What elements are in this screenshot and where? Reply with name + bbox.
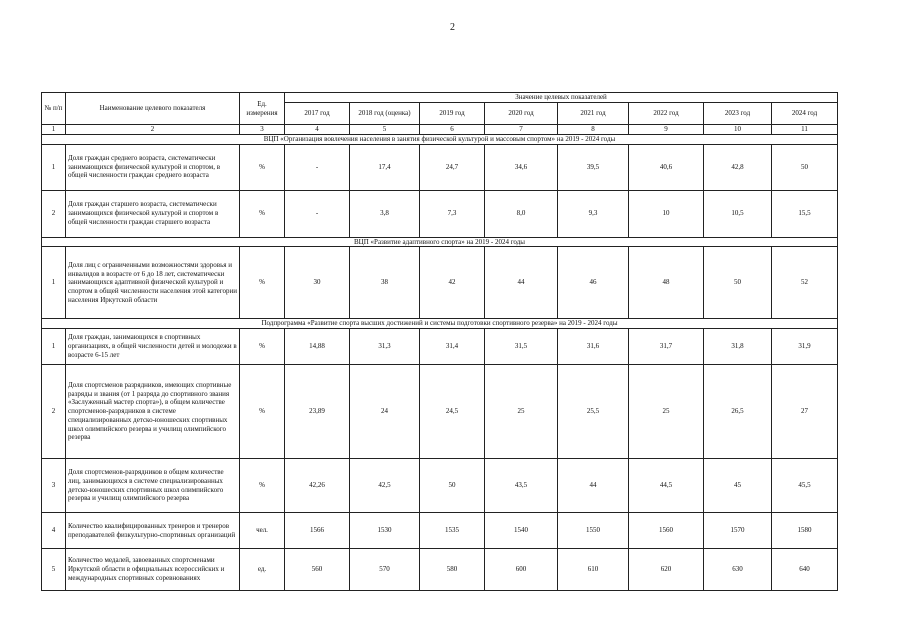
value-cell: 31,8 <box>704 329 772 365</box>
column-number: 10 <box>704 125 772 135</box>
row-number: 1 <box>42 329 66 365</box>
value-cell: 48 <box>629 247 704 319</box>
value-cell: - <box>285 144 350 190</box>
section-row <box>42 319 838 329</box>
row-number: 2 <box>42 190 66 237</box>
value-cell: 46 <box>558 247 629 319</box>
unit-cell: % <box>240 459 285 513</box>
value-cell: 45 <box>704 459 772 513</box>
column-number: 9 <box>629 125 704 135</box>
table-row <box>42 329 838 365</box>
header-year: 2021 год <box>558 103 629 125</box>
column-number: 5 <box>350 125 420 135</box>
indicator-name: Доля лиц с ограниченными возможностями здоровья и инвалидов в возрасте от 6 до 18 лет, систематически занимающихся адаптивной физической культурой и спортом в общей численности населения этой категории населения Иркутской области <box>66 247 240 319</box>
table-row <box>42 190 838 237</box>
value-cell: 30 <box>285 247 350 319</box>
value-cell: 570 <box>350 549 420 591</box>
value-cell: 560 <box>285 549 350 591</box>
value-cell: 1530 <box>350 513 420 549</box>
value-cell: 38 <box>350 247 420 319</box>
value-cell: 25 <box>629 365 704 459</box>
value-cell: 620 <box>629 549 704 591</box>
header-year: 2017 год <box>285 103 350 125</box>
section-title: Подпрограмма «Развитие спорта высших достижений и системы подготовки спортивного резерва» на 2019 - 2024 годы <box>42 319 838 329</box>
value-cell: 640 <box>772 549 838 591</box>
value-cell: 600 <box>485 549 558 591</box>
value-cell: 39,5 <box>558 144 629 190</box>
value-cell: 3,8 <box>350 190 420 237</box>
value-cell: 40,6 <box>629 144 704 190</box>
section-row <box>42 134 838 144</box>
value-cell: 1566 <box>285 513 350 549</box>
unit-cell: % <box>240 190 285 237</box>
value-cell: 1580 <box>772 513 838 549</box>
value-cell: 44,5 <box>629 459 704 513</box>
header-group: Значение целевых показателей <box>285 93 838 103</box>
header-year: 2018 год (оценка) <box>350 103 420 125</box>
value-cell: - <box>285 190 350 237</box>
value-cell: 44 <box>558 459 629 513</box>
header-col-name: Наименование целевого показателя <box>66 93 240 125</box>
value-cell: 50 <box>772 144 838 190</box>
indicator-name: Доля спортсменов-разрядников в общем количестве лиц, занимающихся в системе специализированных детско-юношеских спортивных школ олимпийского резерва и училищ олимпийского резерва <box>66 459 240 513</box>
column-number: 7 <box>485 125 558 135</box>
row-number: 5 <box>42 549 66 591</box>
value-cell: 10,5 <box>704 190 772 237</box>
value-cell: 14,88 <box>285 329 350 365</box>
value-cell: 1535 <box>420 513 485 549</box>
value-cell: 45,5 <box>772 459 838 513</box>
row-number: 1 <box>42 144 66 190</box>
row-number: 4 <box>42 513 66 549</box>
value-cell: 31,9 <box>772 329 838 365</box>
value-cell: 25,5 <box>558 365 629 459</box>
header-year: 2023 год <box>704 103 772 125</box>
value-cell: 42,26 <box>285 459 350 513</box>
value-cell: 31,3 <box>350 329 420 365</box>
indicator-name: Доля граждан, занимающихся в спортивных организациях, в общей численности детей и молодежи в возрасте 6-15 лет <box>66 329 240 365</box>
column-number: 2 <box>66 125 240 135</box>
value-cell: 630 <box>704 549 772 591</box>
table-row <box>42 513 838 549</box>
table-row <box>42 549 838 591</box>
column-number: 8 <box>558 125 629 135</box>
value-cell: 31,7 <box>629 329 704 365</box>
page-number: 2 <box>450 22 455 33</box>
value-cell: 24,7 <box>420 144 485 190</box>
table-row <box>42 459 838 513</box>
header-year: 2020 год <box>485 103 558 125</box>
header-col-no: № п/п <box>42 93 66 125</box>
value-cell: 42 <box>420 247 485 319</box>
value-cell: 42,8 <box>704 144 772 190</box>
row-number: 2 <box>42 365 66 459</box>
value-cell: 27 <box>772 365 838 459</box>
value-cell: 1560 <box>629 513 704 549</box>
value-cell: 10 <box>629 190 704 237</box>
value-cell: 26,5 <box>704 365 772 459</box>
header-year: 2019 год <box>420 103 485 125</box>
unit-cell: % <box>240 247 285 319</box>
column-number: 11 <box>772 125 838 135</box>
column-number: 6 <box>420 125 485 135</box>
value-cell: 25 <box>485 365 558 459</box>
section-row <box>42 237 838 247</box>
value-cell: 1540 <box>485 513 558 549</box>
value-cell: 23,89 <box>285 365 350 459</box>
value-cell: 31,6 <box>558 329 629 365</box>
value-cell: 42,5 <box>350 459 420 513</box>
value-cell: 43,5 <box>485 459 558 513</box>
unit-cell: % <box>240 144 285 190</box>
row-number: 3 <box>42 459 66 513</box>
indicator-name: Доля граждан старшего возраста, систематически занимающихся физической культурой и спортом в общей численности граждан старшего возраста <box>66 190 240 237</box>
column-number: 3 <box>240 125 285 135</box>
value-cell: 50 <box>420 459 485 513</box>
unit-cell: % <box>240 329 285 365</box>
column-number: 4 <box>285 125 350 135</box>
value-cell: 9,3 <box>558 190 629 237</box>
unit-cell: ед. <box>240 549 285 591</box>
indicator-name: Количество квалифицированных тренеров и тренеров преподавателей физкультурно-спортивных организаций <box>66 513 240 549</box>
value-cell: 17,4 <box>350 144 420 190</box>
value-cell: 31,5 <box>485 329 558 365</box>
value-cell: 44 <box>485 247 558 319</box>
value-cell: 24 <box>350 365 420 459</box>
value-cell: 7,3 <box>420 190 485 237</box>
section-title: ВЦП «Развитие адаптивного спорта» на 2019 - 2024 годы <box>42 237 838 247</box>
section-title: ВЦП «Организация вовлечения населения в занятия физической культурой и массовым спортом» на 2019 - 2024 годы <box>42 134 838 144</box>
value-cell: 15,5 <box>772 190 838 237</box>
table-row <box>42 144 838 190</box>
value-cell: 24,5 <box>420 365 485 459</box>
header-year: 2024 год <box>772 103 838 125</box>
row-number: 1 <box>42 247 66 319</box>
header-year: 2022 год <box>629 103 704 125</box>
value-cell: 580 <box>420 549 485 591</box>
value-cell: 610 <box>558 549 629 591</box>
indicator-name: Количество медалей, завоеванных спортсменами Иркутской области в официальных всероссийских и международных спортивных соревнованиях <box>66 549 240 591</box>
table-row <box>42 365 838 459</box>
value-cell: 8,0 <box>485 190 558 237</box>
indicator-name: Доля граждан среднего возраста, систематически занимающихся физической культурой и спортом, в общей численности граждан среднего возраста <box>66 144 240 190</box>
indicator-name: Доля спортсменов разрядников, имеющих спортивные разряды и звания (от 1 разряда до спортивного звания «Заслуженный мастер спорта»), в общем количестве спортсменов-разрядников в системе специализированных детско-юношеских спортивных школ олимпийского резерва и училищ олимпийского резерва <box>66 365 240 459</box>
value-cell: 52 <box>772 247 838 319</box>
value-cell: 50 <box>704 247 772 319</box>
value-cell: 1550 <box>558 513 629 549</box>
column-number: 1 <box>42 125 66 135</box>
value-cell: 1570 <box>704 513 772 549</box>
target-indicators-table <box>41 92 838 591</box>
unit-cell: % <box>240 365 285 459</box>
value-cell: 31,4 <box>420 329 485 365</box>
unit-cell: чел. <box>240 513 285 549</box>
table-row <box>42 247 838 319</box>
header-col-unit: Ед. измерения <box>240 93 285 125</box>
value-cell: 34,6 <box>485 144 558 190</box>
